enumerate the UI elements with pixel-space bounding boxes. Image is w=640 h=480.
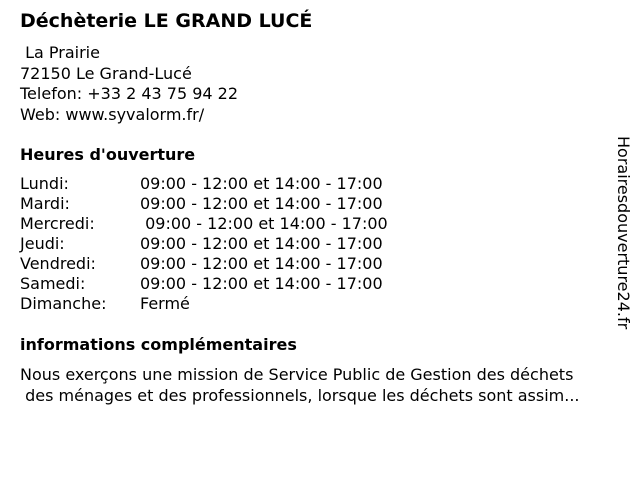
time-range: Fermé xyxy=(140,294,190,313)
address-block xyxy=(20,43,238,125)
address-city: 72150 Le Grand-Lucé xyxy=(20,63,192,83)
day-label: Samedi: xyxy=(20,274,86,293)
page-title: Déchèterie LE GRAND LUCÉ xyxy=(20,10,313,32)
time-range: 09:00 - 12:00 et 14:00 - 17:00 xyxy=(140,194,383,213)
hours-heading: Heures d'ouverture xyxy=(20,145,196,164)
day-label: Vendredi: xyxy=(20,254,96,273)
time-range: 09:00 - 12:00 et 14:00 - 17:00 xyxy=(140,274,383,293)
phone-number: Telefon: +33 2 43 75 94 22 xyxy=(20,84,239,103)
day-label: Dimanche: xyxy=(20,294,107,313)
time-range: 09:00 - 12:00 et 14:00 - 17:00 xyxy=(140,254,383,273)
website-link: Web: www.syvalorm.fr/ xyxy=(20,104,205,124)
day-label: Jeudi: xyxy=(20,234,65,253)
address-street: La Prairie xyxy=(20,43,100,62)
day-label: Mercredi: xyxy=(20,214,95,233)
info-description xyxy=(20,364,630,406)
info-heading: informations complémentaires xyxy=(20,335,297,354)
day-label: Lundi: xyxy=(20,174,69,193)
description-line: Nous exerçons une mission de Service Public de Gestion des déchets xyxy=(20,365,574,384)
description-line: des ménages et des professionnels, lorsque les déchets sont assim... xyxy=(20,386,580,405)
time-range: 09:00 - 12:00 et 14:00 - 17:00 xyxy=(140,234,383,253)
time-range: 09:00 - 12:00 et 14:00 - 17:00 xyxy=(140,174,383,193)
time-range: 09:00 - 12:00 et 14:00 - 17:00 xyxy=(140,214,388,233)
site-watermark: Horairesdouverture24.fr xyxy=(614,136,633,330)
day-label: Mardi: xyxy=(20,194,70,213)
